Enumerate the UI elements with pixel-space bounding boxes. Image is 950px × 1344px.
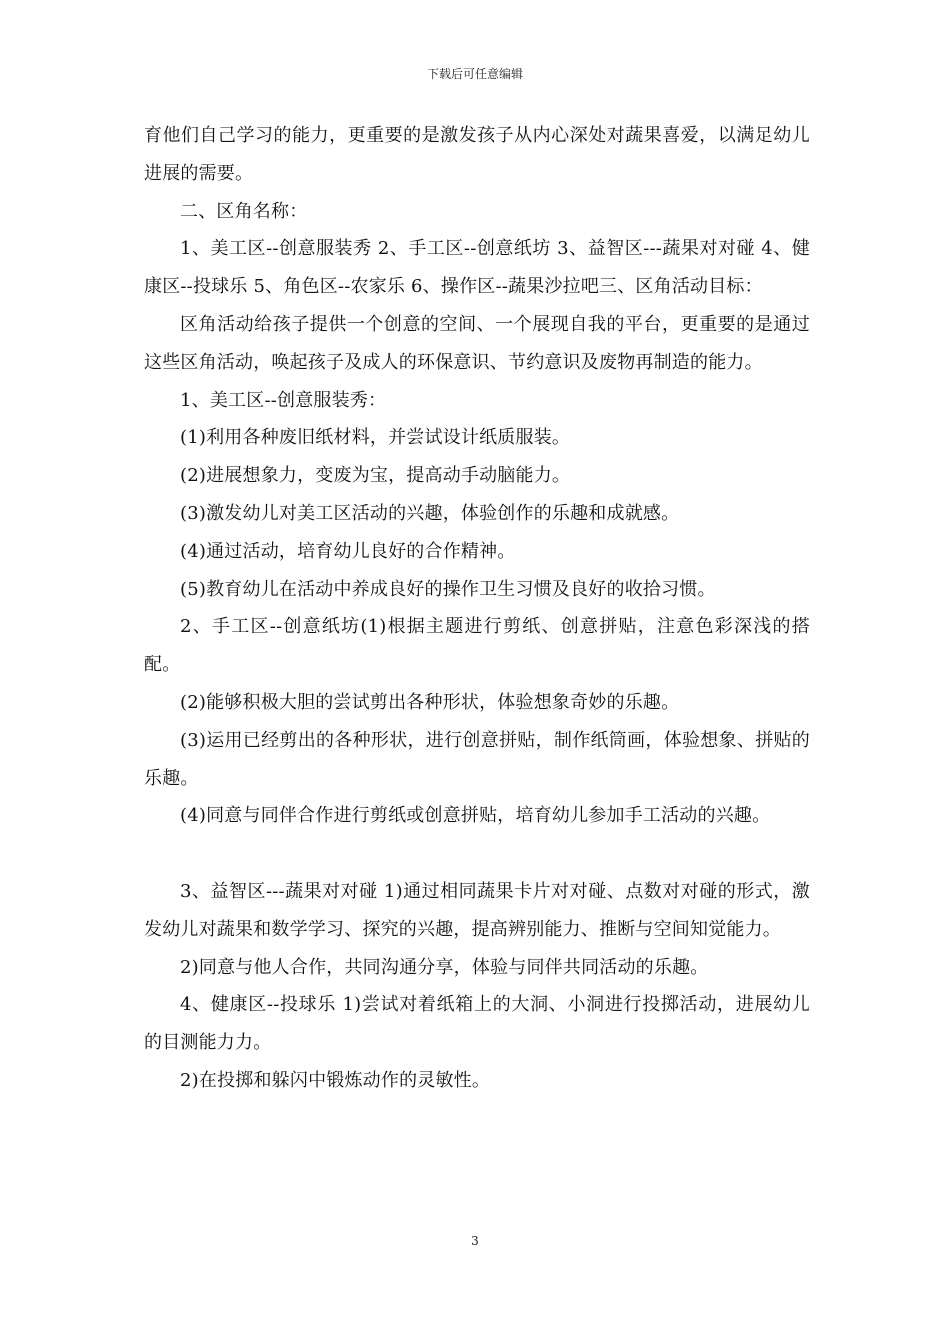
paragraph: 1、美工区--创意服装秀 2、手工区--创意纸坊 3、益智区---蔬果对对碰 4、健康区--投球乐 5、角色区--农家乐 6、操作区--蔬果沙拉吧三、区角活动目标： xyxy=(144,238,810,298)
paragraph: (3)运用已经剪出的各种形状，进行创意拼贴，制作纸筒画，体验想象、拼贴的乐趣。 xyxy=(144,729,810,789)
page-header: 下载后可任意编辑 xyxy=(426,67,523,81)
page-number: 3 xyxy=(471,1234,479,1248)
paragraph: 2、手工区--创意纸坊(1)根据主题进行剪纸、创意拼贴，注意色彩深浅的搭配。 xyxy=(144,616,810,676)
paragraph: (2)进展想象力，变废为宝，提高动手动脑能力。 xyxy=(180,465,571,487)
paragraph: 二、区角名称： xyxy=(180,200,308,222)
paragraph: (4)通过活动，培育幼儿良好的合作精神。 xyxy=(180,540,516,562)
paragraph: (4)同意与同伴合作进行剪纸或创意拼贴，培育幼儿参加手工活动的兴趣。 xyxy=(180,805,771,827)
paragraph: 2)同意与他人合作，共同沟通分享，体验与同伴共同活动的乐趣。 xyxy=(180,956,709,978)
paragraph: 育他们自己学习的能力，更重要的是激发孩子从内心深处对蔬果喜爱，以满足幼儿进展的需要。 xyxy=(144,125,810,184)
blank-line xyxy=(144,835,810,873)
document-body xyxy=(144,117,810,1100)
paragraph: 3、益智区---蔬果对对碰 1)通过相同蔬果卡片对对碰、点数对对碰的形式，激发幼儿对蔬果和数学学习、探究的兴趣，提高辨别能力、推断与空间知觉能力。 xyxy=(144,880,810,940)
paragraph: (3)激发幼儿对美工区活动的兴趣，体验创作的乐趣和成就感。 xyxy=(180,502,680,524)
paragraph: 4、健康区--投球乐 1)尝试对着纸箱上的大洞、小洞进行投掷活动，进展幼儿的目测能力力。 xyxy=(144,994,810,1054)
paragraph: (1)利用各种废旧纸材料，并尝试设计纸质服装。 xyxy=(180,427,571,449)
paragraph: (5)教育幼儿在活动中养成良好的操作卫生习惯及良好的收拾习惯。 xyxy=(180,578,716,600)
paragraph: (2)能够积极大胆的尝试剪出各种形状，体验想象奇妙的乐趣。 xyxy=(180,691,680,713)
paragraph: 1、美工区--创意服装秀： xyxy=(180,389,387,411)
paragraph: 2)在投掷和躲闪中锻炼动作的灵敏性。 xyxy=(180,1069,491,1091)
paragraph: 区角活动给孩子提供一个创意的空间、一个展现自我的平台，更重要的是通过这些区角活动，唤起孩子及成人的环保意识、节约意识及废物再制造的能力。 xyxy=(144,313,810,373)
